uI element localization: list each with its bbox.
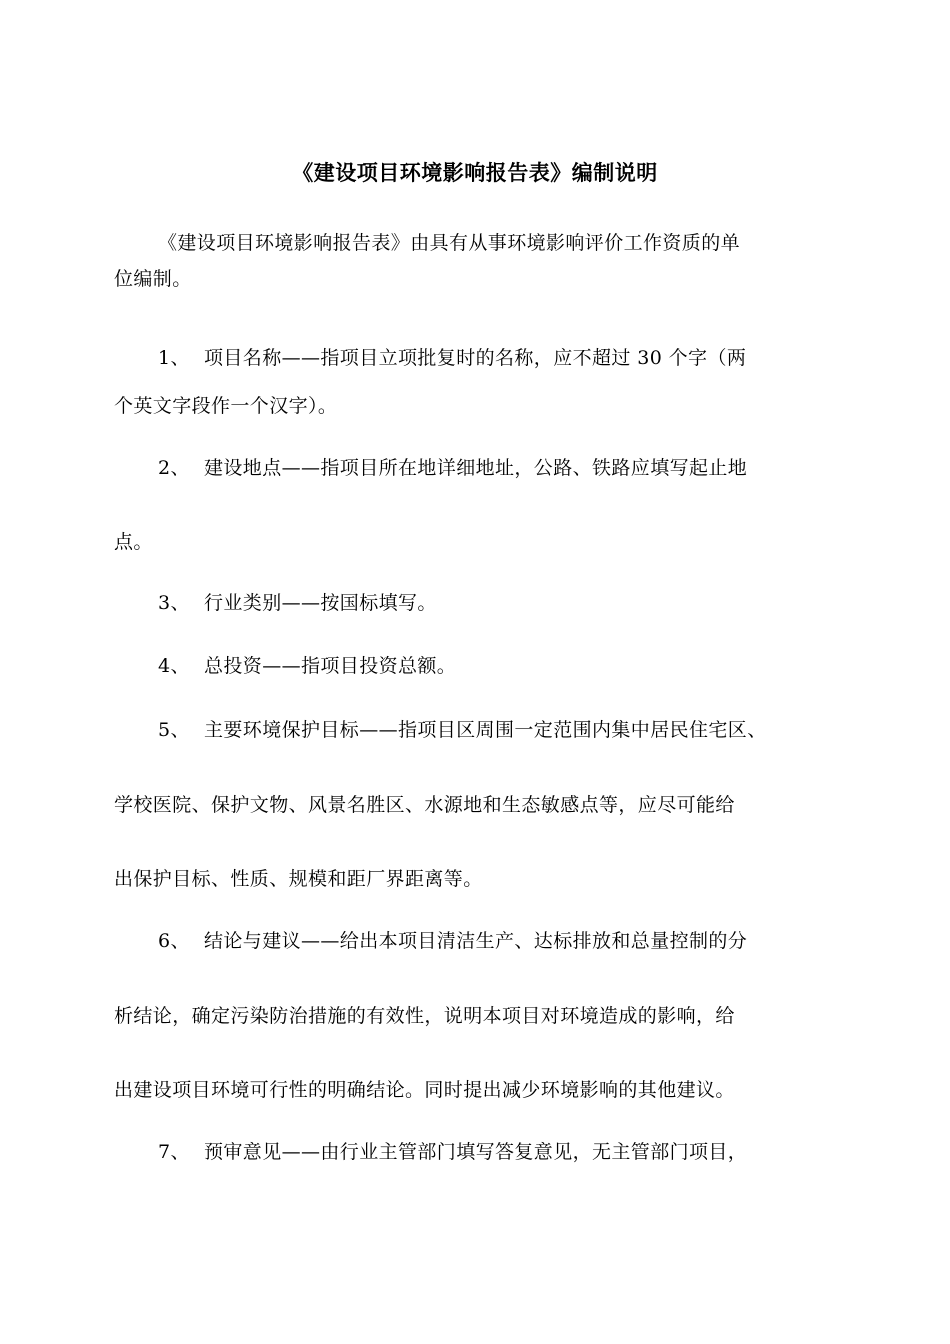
item-3-text: 行业类别——按国标填写。 — [204, 592, 437, 614]
item-1-text: 项目名称——指项目立项批复时的名称，应不超过 30 个字（两 — [204, 347, 747, 369]
item-2-number: 2、 — [158, 457, 190, 479]
document-title: 《建设项目环境影响报告表》编制说明 — [292, 160, 658, 185]
item-7-line-1 — [158, 1138, 888, 1166]
item-3-line-1 — [158, 589, 888, 617]
item-1-line-1 — [158, 344, 888, 372]
item-5-line-1 — [158, 716, 888, 744]
item-1-number: 1、 — [158, 347, 190, 369]
item-5-text: 主要环境保护目标——指项目区周围一定范围内集中居民住宅区、 — [204, 719, 767, 741]
item-7-text: 预审意见——由行业主管部门填写答复意见，无主管部门项目， — [204, 1141, 748, 1163]
item-6-line-3: 出建设项目环境可行性的明确结论。同时提出减少环境影响的其他建议。 — [114, 1079, 735, 1101]
intro-line-1: 《建设项目环境影响报告表》由具有从事环境影响评价工作资质的单 — [158, 232, 741, 254]
item-2-line-2: 点。 — [114, 531, 153, 553]
item-7-number: 7、 — [158, 1141, 190, 1163]
item-1-line-2: 个英文字段作一个汉字）。 — [114, 395, 338, 417]
item-4-text: 总投资——指项目投资总额。 — [204, 655, 457, 677]
intro-line-2: 位编制。 — [114, 268, 192, 290]
item-5-line-3: 出保护目标、性质、规模和距厂界距离等。 — [114, 868, 483, 890]
item-4-line-1 — [158, 652, 888, 680]
item-5-number: 5、 — [158, 719, 190, 741]
item-2-text: 建设地点——指项目所在地详细地址，公路、铁路应填写起止地 — [204, 457, 748, 479]
item-6-line-1 — [158, 927, 888, 955]
item-6-number: 6、 — [158, 930, 190, 952]
item-4-number: 4、 — [158, 655, 190, 677]
item-3-number: 3、 — [158, 592, 190, 614]
item-2-line-1 — [158, 454, 888, 482]
item-6-text: 结论与建议——给出本项目清洁生产、达标排放和总量控制的分 — [204, 930, 748, 952]
item-6-line-2: 析结论，确定污染防治措施的有效性，说明本项目对环境造成的影响，给 — [114, 1005, 735, 1027]
item-5-line-2: 学校医院、保护文物、风景名胜区、水源地和生态敏感点等，应尽可能给 — [114, 794, 735, 816]
